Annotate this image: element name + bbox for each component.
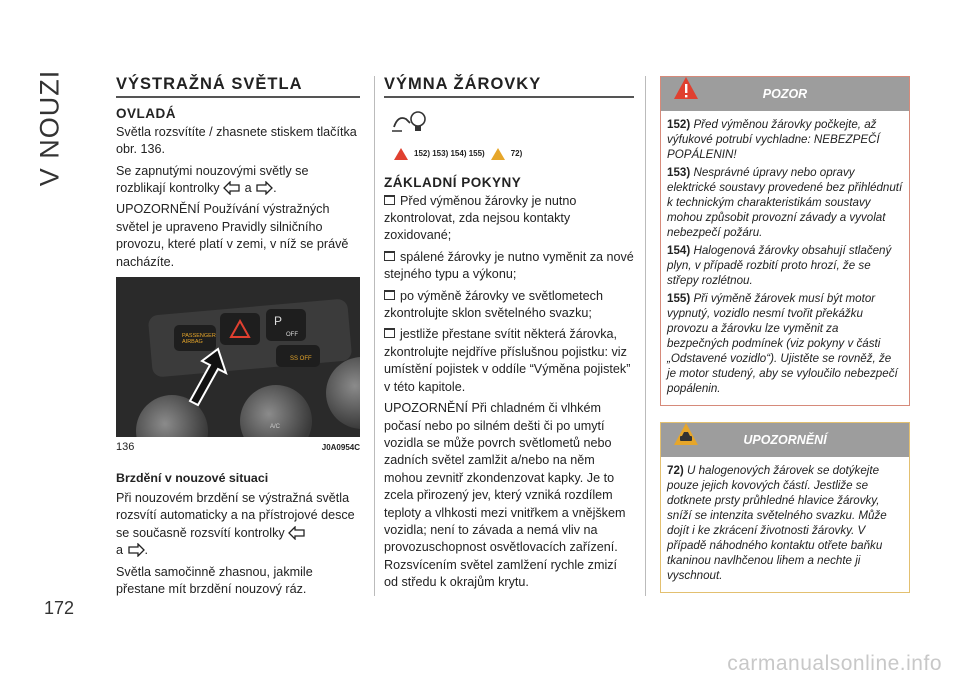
paragraph: Při nouzovém brzdění se výstražná světla rozsvítí automaticky a na přístrojové desce se současně rozsvítí kontrolky a .: [116, 490, 355, 558]
paragraph: Světla samočinně zhasnou, jakmile přestane mít brzdění nouzový ráz.: [116, 564, 313, 596]
ss-off-button: SS OFF: [276, 345, 320, 367]
chapter-side-title: V NOUZI: [34, 69, 65, 187]
caution-triangle-icon: [491, 148, 505, 160]
figure-caption: 136 J0A0954C: [116, 441, 360, 454]
upozorneni-header: UPOZORNĚNÍ: [661, 423, 909, 457]
paragraph: UPOZORNĚNÍ Při chladném či vlhkém počasí nebo po silném dešti či po umytí vozidla se může povrch světlometů nebo zadních světel zamlžit a/nebo na něm mohou zevnitř zkondenzovat kapky. Je to zcela přirozený jev, který vzniká rozdílem teploty a vlhkosti mezi vnitřkem a vnějškem vozidla; není to závada a nemá vliv na provozuschopnost osvětlovacích zařízení. Rozsvícením světel zamlžení rychle zmizí od středu k okrajům krytu.: [384, 401, 626, 590]
upozorneni-box: [660, 422, 910, 593]
hazard-triangle-icon: [220, 313, 260, 345]
sub-heading: Brzdění v nouzové situaci: [116, 471, 269, 486]
ac-knob: A/C: [240, 385, 312, 437]
column-bulb-replacement: [384, 76, 634, 596]
sub-heading: ZÁKLADNÍ POKYNY: [384, 175, 522, 191]
paragraph: Světla rozsvítíte / zhasnete stiskem tlačítka obr. 136.: [116, 124, 357, 157]
right-turn-indicator-icon: [255, 181, 273, 195]
column-divider: [374, 76, 375, 596]
bulb-replacement-icon: [388, 105, 432, 135]
checkbox-bullet-icon: [384, 195, 395, 205]
warning-triangle-icon: [394, 148, 408, 160]
warning-item: 155) Při výměně žárovek musí být motor vypnutý, vozidlo nesmí tvořit překážku provozu a žárovku lze vyměnit za bezpečných podmínek (viz pokyny v části „Odstavené vozidlo“). Ujistěte se rovněž, že je motor studený, aby se vyloučilo nebezpečí popálenin.: [667, 292, 898, 395]
list-item: jestliže přestane svítit některá žárovka, zkontrolujte nejdříve příslušnou pojistku: viz umístění pojistek v oddíle “Výměna pojistek” v této kapitole.: [384, 327, 631, 394]
warning-item: 154) Halogenová žárovky obsahují stlačený plyn, v případě rozbití proto hrozí, že se střepy rozlétnou.: [667, 244, 892, 287]
list-item: spálené žárovky je nutno vyměnit za nové stejného typu a výkonu;: [384, 249, 634, 282]
pointer-arrow-icon: [188, 347, 228, 407]
column-hazard-lights: [116, 76, 360, 602]
checkbox-bullet-icon: [384, 251, 395, 261]
section-heading: VÝSTRAŽNÁ SVĚTLA: [116, 76, 360, 98]
left-turn-indicator-icon: [288, 526, 306, 540]
column-warnings: [660, 76, 910, 609]
hazard-button: [220, 313, 260, 345]
car-caution-icon: [673, 421, 699, 447]
paragraph: UPOZORNĚNÍ Používání výstražných světel je upraveno Pravidly silničního provozu, které platí v zemi, v níž se právě nacházíte.: [116, 202, 349, 269]
list-item: Před výměnou žárovky je nutno zkontrolovat, zda nejsou kontakty zoxidované;: [384, 193, 577, 243]
reference-row: 152) 153) 154) 155) 72): [394, 145, 634, 162]
list-item: po výměně žárovky ve světlometech zkontrolujte sklon světelného svazku;: [384, 288, 603, 321]
figure-hazard-button-photo: [116, 277, 360, 437]
checkbox-bullet-icon: [384, 328, 395, 338]
column-divider: [645, 76, 646, 596]
passenger-airbag-indicator: PASSENGER AIRBAG: [174, 325, 216, 351]
pozor-box: [660, 76, 910, 406]
danger-triangle-icon: [673, 75, 699, 101]
left-turn-indicator-icon: [223, 181, 241, 195]
right-turn-indicator-icon: [127, 543, 145, 557]
pozor-header: POZOR: [661, 77, 909, 111]
warning-item: 153) Nesprávné úpravy nebo opravy elektrické soustavy provedené bez přihlédnutí k technickým charakteristikám soustavy mohou způsobit provozní závady a vyvolat nebezpečí požáru.: [667, 166, 903, 239]
pozor-body: [661, 111, 909, 405]
warning-item: 152) Před výměnou žárovky počkejte, až výfukové potrubí vychladne: NEBEZPEČÍ POPÁLENIN!: [667, 118, 880, 161]
caution-item: 72) U halogenových žárovek se dotýkejte pouze jejich kovových částí. Jestliže se dotknete prsty průhledné hlavice žárovky, sníží se intenzita světelného svazku. Může dojít i ke zkrácení životnosti žárovky. V případě náhodného kontaktu otřete baňku tkaninou navlhčenou lihem a nechte ji vyschnout.: [667, 464, 887, 582]
temperature-knob: [326, 357, 360, 429]
checkbox-bullet-icon: [384, 290, 395, 300]
page-number: 172: [44, 598, 75, 618]
sub-heading: OVLADÁ: [116, 106, 176, 122]
watermark: carmanualsonline.info: [727, 652, 942, 675]
park-assist-button: P OFF: [266, 309, 306, 341]
section-heading: VÝMNA ŽÁROVKY: [384, 76, 634, 98]
upozorneni-body: [661, 457, 909, 592]
paragraph: Se zapnutými nouzovými světly se rozblikají kontrolky a .: [116, 163, 309, 196]
